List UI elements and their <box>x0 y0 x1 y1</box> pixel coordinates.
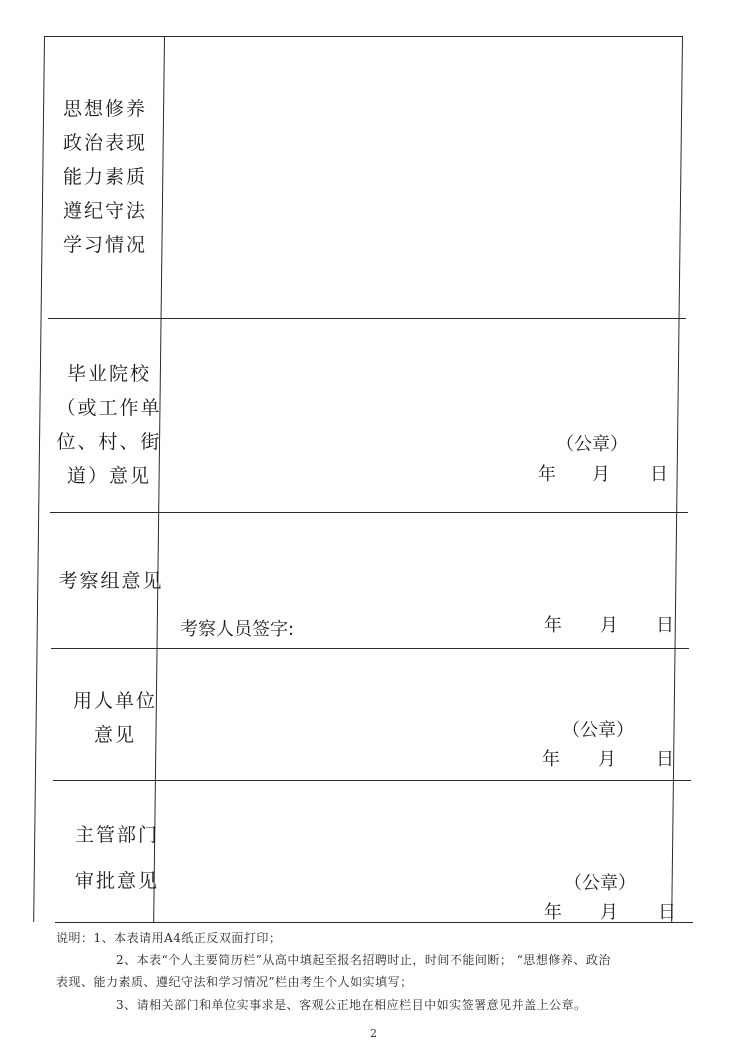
school-stamp-text: （公章） <box>556 434 628 455</box>
conduct-input-cell[interactable] <box>168 40 678 315</box>
authority-label <box>62 812 172 904</box>
date-month-label: 月 <box>598 749 616 770</box>
row-divider-4 <box>53 780 691 781</box>
table-left-border <box>33 36 45 922</box>
conduct-label <box>50 92 160 262</box>
school-label-line: 毕业院校 <box>66 363 151 385</box>
date-month-label: 月 <box>600 902 618 923</box>
employer-label-line: 用人单位 <box>72 690 157 712</box>
conduct-label-line: 学习情况 <box>62 234 147 256</box>
date-month-label: 月 <box>600 615 618 636</box>
conduct-label-line: 遵纪守法 <box>62 200 147 222</box>
date-day-label: 日 <box>656 749 674 770</box>
school-label-line: 位、村、街 <box>56 431 162 453</box>
authority-label-line: 主管部门 <box>74 824 159 846</box>
date-year-label: 年 <box>544 615 562 636</box>
inspection-input-cell[interactable] <box>172 516 682 612</box>
note-line-3: 表现、能力素质、遵纪守法和学习情况”栏由考生个人如实填写； <box>56 975 413 989</box>
row-divider-3 <box>51 648 689 649</box>
date-day-label: 日 <box>656 615 674 636</box>
conduct-label-line: 思想修养 <box>62 98 147 120</box>
table-top-border <box>44 36 682 37</box>
page-number: 2 <box>370 1027 377 1040</box>
employer-label-line: 意见 <box>93 724 136 746</box>
inspection-label <box>52 564 170 598</box>
conduct-label-line: 能力素质 <box>62 166 147 188</box>
table-bottom-border <box>55 922 693 923</box>
school-label-line: （或工作单 <box>56 397 162 419</box>
school-label <box>54 357 164 493</box>
authority-stamp-text: （公章） <box>564 873 636 894</box>
date-day-label: 日 <box>658 902 676 923</box>
date-day-label: 日 <box>650 464 668 485</box>
row-divider-2 <box>50 512 688 513</box>
date-year-label: 年 <box>544 902 562 923</box>
inspection-label-line: 考察组意见 <box>58 570 164 592</box>
row-divider-1 <box>48 318 686 319</box>
note-line-1: 说明：1、本表请用A4纸正反双面打印； <box>56 931 282 945</box>
note-line-2: 2、本表“个人主要简历栏”从高中填起至报名招聘时止，时间不能间断； “思想修养、政治 <box>116 953 611 967</box>
date-year-label: 年 <box>538 464 556 485</box>
school-label-line: 道）意见 <box>66 465 151 487</box>
inspector-signature-label: 考察人员签字: <box>180 619 295 640</box>
employer-stamp-text: （公章） <box>562 720 634 741</box>
note-line-4: 3、请相关部门和单位实事求是、客观公正地在相应栏目中如实签署意见并盖上公章。 <box>116 998 587 1012</box>
conduct-label-line: 政治表现 <box>62 132 147 154</box>
authority-label-line: 审批意见 <box>74 870 159 892</box>
employer-label <box>60 684 170 752</box>
date-month-label: 月 <box>592 464 610 485</box>
date-year-label: 年 <box>542 749 560 770</box>
